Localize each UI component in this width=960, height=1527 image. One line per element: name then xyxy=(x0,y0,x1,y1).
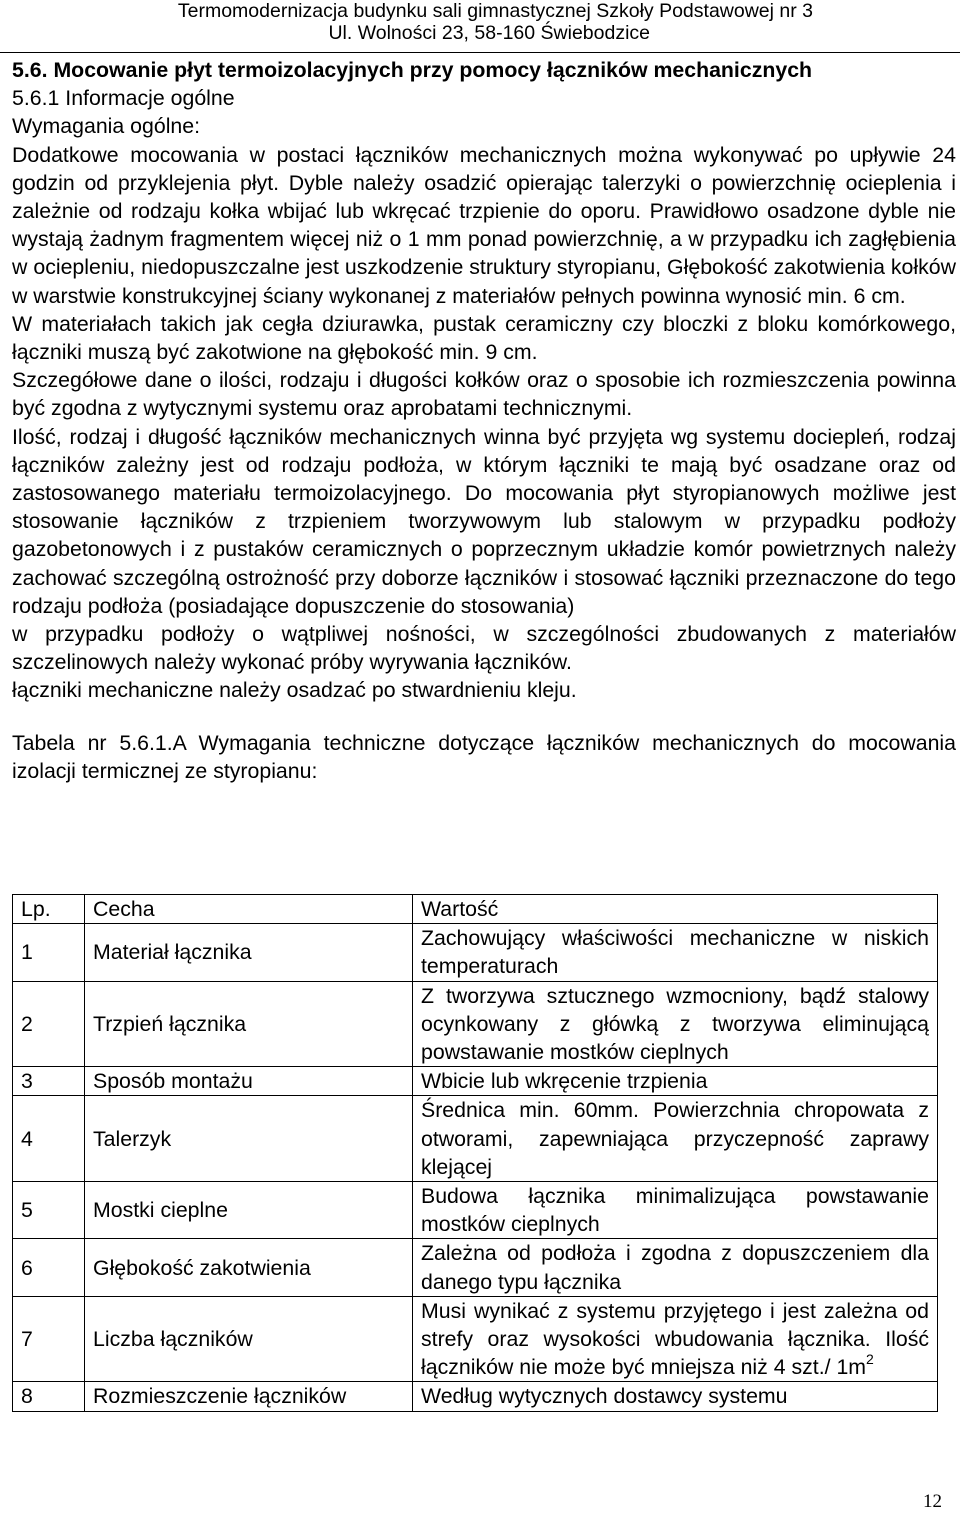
table-header-row xyxy=(13,895,938,924)
paragraph-6: łączniki mechaniczne należy osadzać po stwardnieniu kleju. xyxy=(12,678,577,703)
cell-lp: 2 xyxy=(13,981,85,1067)
cell-lp: 6 xyxy=(13,1239,85,1296)
paragraph-2: W materiałach takich jak cegła dziurawka, pustak ceramiczny czy bloczki z bloku komórkowego, łączniki muszą być zakotwione na głębokość min. 9 cm. xyxy=(12,311,956,365)
cell-lp: 4 xyxy=(13,1096,85,1182)
header-cecha: Cecha xyxy=(85,895,413,924)
page-header xyxy=(0,0,960,53)
cell-lp: 7 xyxy=(13,1296,85,1382)
requirements-table xyxy=(12,894,938,1412)
cell-wartosc-text: Z tworzywa sztucznego wzmocniony, bądź stalowy ocynkowany z główką z tworzywa eliminującą powstawanie mostków cieplnych xyxy=(421,983,929,1065)
cell-wartosc-text: Według wytycznych dostawcy systemu xyxy=(421,1384,788,1409)
cell-wartosc-text: Budowa łącznika minimalizująca powstawanie mostków cieplnych xyxy=(421,1184,929,1237)
table-row xyxy=(13,981,938,1067)
header-wartosc: Wartość xyxy=(413,895,938,924)
cell-wartosc xyxy=(413,1182,938,1239)
cell-wartosc xyxy=(413,1096,938,1182)
table-caption: Tabela nr 5.6.1.A Wymagania techniczne dotyczące łączników mechanicznych do mocowania izolacji termicznej ze styropianu: xyxy=(12,730,956,783)
cell-wartosc xyxy=(413,1239,938,1296)
table-row xyxy=(13,924,938,981)
requirements-table-wrapper xyxy=(12,894,938,1412)
cell-lp: 8 xyxy=(13,1382,85,1411)
table-row xyxy=(13,1382,938,1411)
document-body xyxy=(12,56,956,785)
cell-cecha: Liczba łączników xyxy=(85,1296,413,1382)
table-row xyxy=(13,1182,938,1239)
header-address: Ul. Wolności 23, 58-160 Świebodzice xyxy=(328,22,650,44)
cell-cecha: Głębokość zakotwienia xyxy=(85,1239,413,1296)
cell-cecha: Rozmieszczenie łączników xyxy=(85,1382,413,1411)
header-lp: Lp. xyxy=(13,895,85,924)
table-row xyxy=(13,1067,938,1096)
header-project-title: Termomodernizacja budynku sali gimnastycznej Szkoły Podstawowej nr 3 xyxy=(177,0,813,22)
cell-cecha: Trzpień łącznika xyxy=(85,981,413,1067)
cell-cecha: Materiał łącznika xyxy=(85,924,413,981)
cell-cecha: Sposób montażu xyxy=(85,1067,413,1096)
paragraph-5: w przypadku podłoży o wątpliwej nośności, w szczególności zbudowanych z materiałów szczelinowych należy wykonać próby wyrywania łączników. xyxy=(12,622,956,675)
section-title: 5.6. Mocowanie płyt termoizolacyjnych przy pomocy łączników mechanicznych xyxy=(12,58,813,82)
cell-lp: 1 xyxy=(13,924,85,981)
table-row xyxy=(13,1239,938,1296)
subsection-title: 5.6.1 Informacje ogólne xyxy=(12,86,235,111)
table-row xyxy=(13,1096,938,1182)
cell-wartosc-text: Średnica min. 60mm. Powierzchnia chropowata z otworami, zapewniająca przyczepność zaprawy klejącej xyxy=(421,1098,929,1179)
cell-wartosc xyxy=(413,924,938,981)
cell-wartosc xyxy=(413,1382,938,1411)
cell-wartosc-text: Zachowujący właściwości mechaniczne w niskich temperaturach xyxy=(421,926,929,979)
table-row xyxy=(13,1296,938,1382)
cell-wartosc-text: Zależna od podłoża i zgodna z dopuszczeniem dla danego typu łącznika xyxy=(421,1241,929,1294)
cell-wartosc xyxy=(413,1067,938,1096)
cell-lp: 5 xyxy=(13,1182,85,1239)
paragraph-3: Szczegółowe dane o ilości, rodzaju i długości kołków oraz o sposobie ich rozmieszczenia powinna być zgodna z wytycznymi systemu oraz aprobatami technicznymi. xyxy=(12,368,956,421)
page-number: 12 xyxy=(923,1491,942,1512)
cell-wartosc xyxy=(413,1296,938,1382)
cell-wartosc-text: Wbicie lub wkręcenie trzpienia xyxy=(421,1069,708,1094)
requirements-label: Wymagania ogólne: xyxy=(12,114,201,139)
superscript: 2 xyxy=(866,1351,874,1368)
cell-cecha: Talerzyk xyxy=(85,1096,413,1182)
paragraph-1: Dodatkowe mocowania w postaci łączników mechanicznych można wykonywać po upływie 24 godzin od przyklejenia płyt. Dyble należy osadzić opierając talerzyki o powierzchnię ocieplenia i zależnie od rodzaju kołka wbijać lub wkręcać trzpienie do oporu. Prawidłowo osadzone dyble nie wystają żadnym fragmentem więcej niż o 1 mm ponad powierzchnię, a w przypadku ich zagłębienia w ociepleniu, niedopuszczalne jest uszkodzenie struktury styropianu, Głębokość zakotwienia kołków w warstwie konstrukcyjnej ściany wykonanej z materiałów pełnych powinna wynosić min. 6 cm. xyxy=(12,142,956,308)
cell-cecha: Mostki cieplne xyxy=(85,1182,413,1239)
cell-lp: 3 xyxy=(13,1067,85,1096)
cell-wartosc xyxy=(413,981,938,1067)
cell-wartosc-text: Musi wynikać z systemu przyjętego i jest zależna od strefy oraz wysokości wbudowania łącznika. Ilość łączników nie może być mniejsza niż 4 szt./ 1m xyxy=(421,1298,929,1380)
paragraph-4: Ilość, rodzaj i długość łączników mechanicznych winna być przyjęta wg systemu dociepleń, rodzaj łączników zależny jest od rodzaju podłoża, w którym łączniki te mają być osadzane oraz od zastosowanego materiału termoizolacyjnego. Do mocowania płyt styropianowych możliwe jest stosowanie łączników z trzpieniem tworzywowym lub stalowym w przypadku podłoży gazobetonowych i z pustaków ceramicznych o poprzecznym układzie komór powietrznych należy zachować szczególną ostrożność przy doborze łączników i stosować łączniki przeznaczone do tego rodzaju podłoża (posiadające dopuszczenie do stosowania) xyxy=(12,424,956,618)
